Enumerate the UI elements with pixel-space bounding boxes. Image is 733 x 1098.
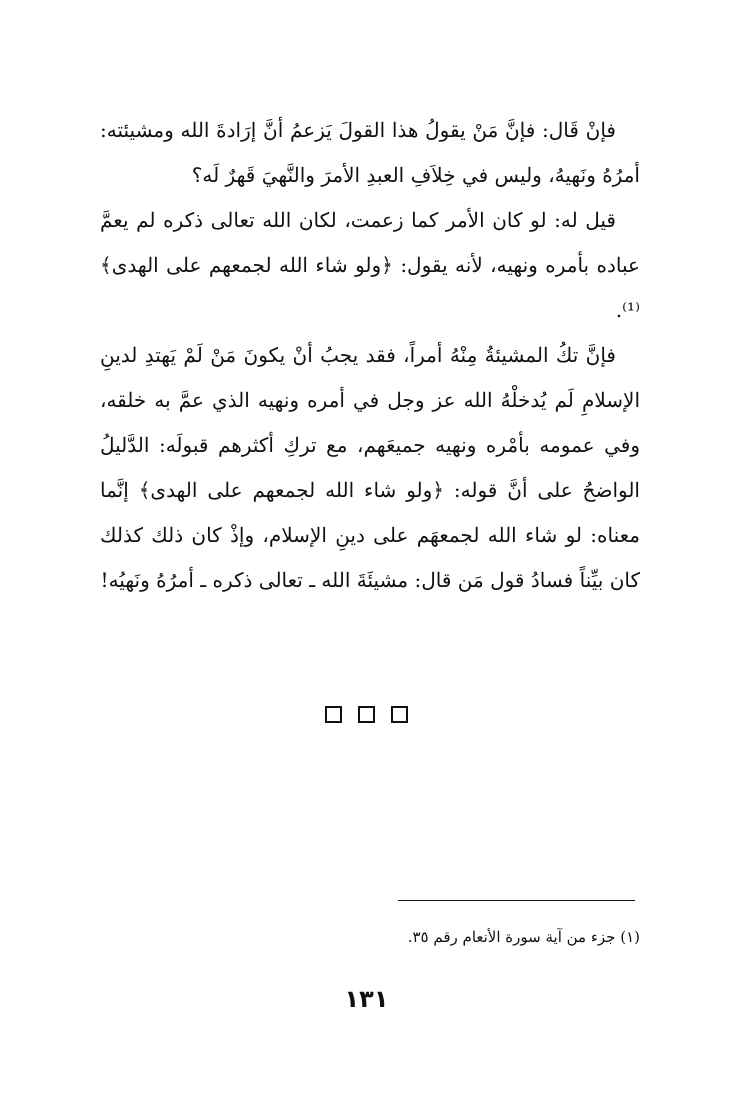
main-text	[100, 108, 640, 603]
separator-square	[391, 706, 408, 723]
page-number: ١٣١	[344, 985, 389, 1013]
paragraph-3: فإنَّ تكُ المشيئةُ مِنْهُ أمراً، فقد يجبُ أنْ يكونَ مَنْ لَمْ يَهتدِ لدينِ الإسلامِ لَم يُدخلْهُ الله عز وجل في أمره ونهيه الذي عمَّ به خلقه، وفي عمومه بأمْره ونهيه جميعَهم، مع تركِ أكثرهم قبولَه: الدَّليلُ الواضحُ على أنَّ قوله: ﴿ولو شاء الله لجمعهم على الهدى﴾ إنَّما معناه: لو شاء الله لجمعهَم على دينِ الإسلام، وإذْ كان ذلك كذلك كان بيِّناً فسادُ قول مَن قال: مشيئَةَ الله ـ تعالى ذكره ـ أمرُهُ ونَهيُه!	[100, 343, 640, 592]
footnote-divider	[398, 900, 635, 901]
separator-square	[325, 706, 342, 723]
footnote: (١) جزء من آية سورة الأنعام رقم ٣٥.	[407, 928, 640, 946]
separator-square	[358, 706, 375, 723]
section-separator	[0, 706, 733, 723]
paragraph-1: فإنْ قَال: فإنَّ مَنْ يقولُ هذا القولَ يَزعمُ أنَّ إرَادةَ الله ومشيئته: أمرُهُ ونَهيهُ، وليس في خِلاَفِ العبدِ الأمرَ والنَّهيَ قَهرٌ لَه؟	[100, 118, 640, 187]
paragraph-2: قيل له: لو كان الأمر كما زعمت، لكان الله تعالى ذكره لم يعمَّ عباده بأمره ونهيه، لأنه يقول: ﴿ولو شاء الله لجمعهم على الهدى﴾⁽¹⁾.	[100, 208, 640, 322]
